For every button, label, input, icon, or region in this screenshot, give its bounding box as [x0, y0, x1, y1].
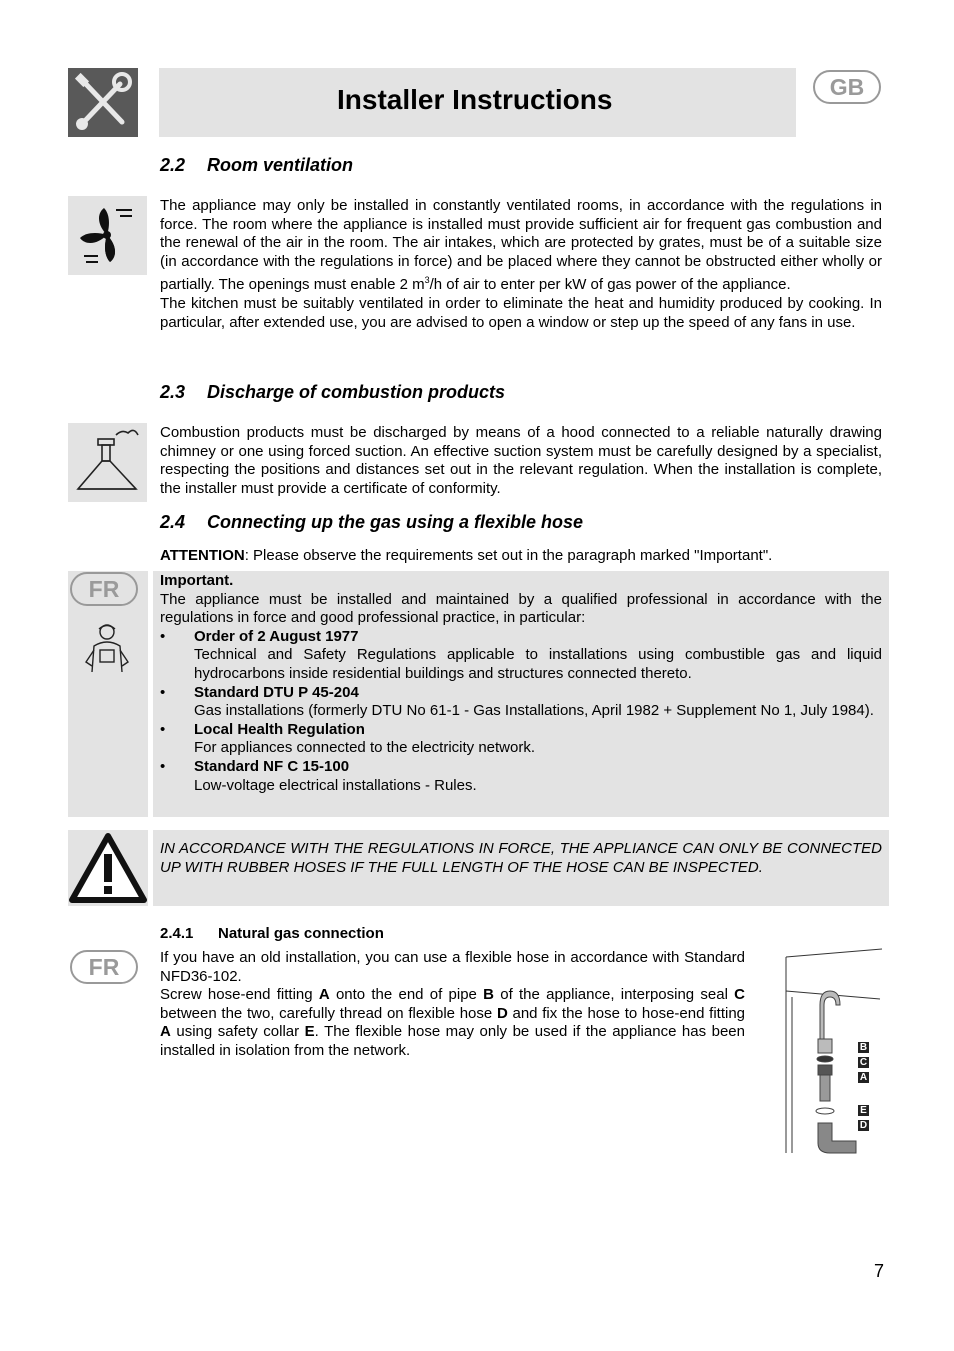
- text: of the appliance, interposing seal: [494, 986, 735, 1004]
- important-side-panel: [68, 571, 148, 817]
- country-badge: GB: [813, 70, 881, 104]
- attention-note: [160, 547, 882, 566]
- text: Screw hose-end fitting: [160, 986, 319, 1004]
- paragraph: IN ACCORDANCE WITH THE REGULATIONS IN FORCE, THE APPLIANCE CAN ONLY BE CONNECTED UP WITH RUBBER HOSES IF THE FULL LENGTH OF THE HOSE CAN BE INSPECTED.: [160, 840, 882, 876]
- section-2-4-1-text: [160, 949, 745, 1061]
- paragraph: [160, 986, 745, 1060]
- page-title: Installer Instructions: [337, 84, 613, 115]
- section-heading-2-3: [160, 382, 505, 403]
- part-letter: E: [304, 1023, 315, 1041]
- list-item: [160, 721, 882, 758]
- paragraph: The kitchen must be suitably ventilated in order to eliminate the heat and humidity produced by cooking. In particular, after extended use, you are advised to open a window or step up the speed of any fans in use.: [160, 294, 882, 331]
- section-title: Connecting up the gas using a flexible hose: [207, 512, 584, 532]
- paragraph: The appliance must be installed and maintained by a qualified professional in accordance with the regulations in force and good professional practice, in particular:: [160, 590, 882, 627]
- gas-connection-diagram: [784, 947, 884, 1157]
- country-badge: FR: [70, 950, 138, 984]
- list-item-text: Low-voltage electrical installations - Rules.: [194, 776, 477, 794]
- warning-icon: [68, 830, 148, 906]
- list-item-title: Order of 2 August 1977: [194, 627, 359, 645]
- list-item-text: Gas installations (formerly DTU No 61-1 - Gas Installations, April 1982 + Supplement No 1, July 1984).: [194, 702, 874, 720]
- section-number: 2.2: [160, 155, 186, 175]
- text: between the two, carefully thread on flexible hose: [160, 1004, 497, 1022]
- text: /h of air to enter per kW of gas power of the appliance.: [429, 276, 791, 294]
- part-letter: C: [734, 986, 746, 1004]
- section-number: 2.4.1: [160, 925, 194, 942]
- technician-icon: [82, 620, 132, 676]
- attention-label: ATTENTION: [160, 547, 245, 564]
- section-title: Room ventilation: [207, 155, 354, 175]
- diagram-label-A: A: [859, 1072, 868, 1083]
- section-title: Natural gas connection: [218, 925, 384, 942]
- text: onto the end of pipe: [329, 986, 484, 1004]
- text: : Please observe the requirements set out in the paragraph marked "Important".: [244, 547, 773, 564]
- list-item-title: Local Health Regulation: [194, 720, 365, 738]
- diagram-label-E: E: [858, 1105, 869, 1116]
- list-item: [160, 628, 882, 684]
- hood-icon: [68, 423, 147, 502]
- list-item-text: For appliances connected to the electricity network.: [194, 739, 536, 757]
- diagram-label-C: C: [859, 1057, 868, 1068]
- list-item-text: Technical and Safety Regulations applicable to installations using combustible gas and liquid hydrocarbons inside residential buildings and structures connected thereto.: [194, 646, 882, 682]
- section-heading-2-4: [160, 512, 583, 533]
- paragraph: If you have an old installation, you can use a flexible hose in accordance with Standard NFD36-102.: [160, 949, 745, 985]
- diagram-label-B: B: [859, 1042, 868, 1053]
- warning-text: [160, 840, 882, 877]
- part-letter: A: [318, 986, 330, 1004]
- paragraph: Combustion products must be discharged by means of a hood connected to a reliable naturally drawing chimney or one using forced suction. An effective suction system must be carefully designed by a specialist, respecting the positions and distances set out in the relevant regulation. When the installation is complete, the installer must provide a certificate of conformity.: [160, 424, 882, 497]
- section-2-3-text: [160, 424, 882, 498]
- text: The appliance may only be installed in constantly ventilated rooms, in accordance with the regulations in force. The room where the appliance is installed must provide sufficient air for frequent gas combustion and the renewal of the air in the room. The air intakes, which are protected by grates, must be of a suitable size (in accordance with the regulations in force) and be placed where they cannot be obstructed either wholly or partially. The openings must enable 2 m: [160, 197, 882, 294]
- text: and fix the hose to hose-end fitting: [507, 1004, 745, 1022]
- section-heading-2-2: [160, 155, 353, 176]
- list-item: [160, 684, 882, 721]
- superscript: 3: [424, 275, 430, 286]
- subsection-heading-2-4-1: [160, 925, 384, 942]
- list-item-title: Standard NF C 15-100: [194, 757, 350, 775]
- country-badge: FR: [70, 572, 138, 606]
- part-letter: D: [496, 1004, 508, 1022]
- list-item: [160, 758, 882, 795]
- section-number: 2.3: [160, 382, 186, 402]
- tools-icon: [68, 68, 138, 137]
- important-content: [160, 572, 882, 795]
- part-letter: B: [483, 986, 494, 1004]
- paragraph: [160, 197, 882, 295]
- fan-icon: [68, 196, 147, 275]
- page-number: 7: [874, 1261, 885, 1281]
- text: . The flexible hose may only be used if the appliance has been installed in isolation from the network.: [160, 1023, 745, 1059]
- section-title: Discharge of combustion products: [207, 382, 506, 402]
- important-heading: Important.: [160, 572, 234, 589]
- paragraph: [160, 547, 882, 566]
- text: using safety collar: [170, 1023, 305, 1041]
- list-item-title: Standard DTU P 45-204: [194, 683, 359, 701]
- section-number: 2.4: [160, 512, 186, 532]
- section-2-2-text: [160, 197, 882, 332]
- part-letter: A: [160, 1023, 171, 1041]
- diagram-label-D: D: [859, 1120, 868, 1131]
